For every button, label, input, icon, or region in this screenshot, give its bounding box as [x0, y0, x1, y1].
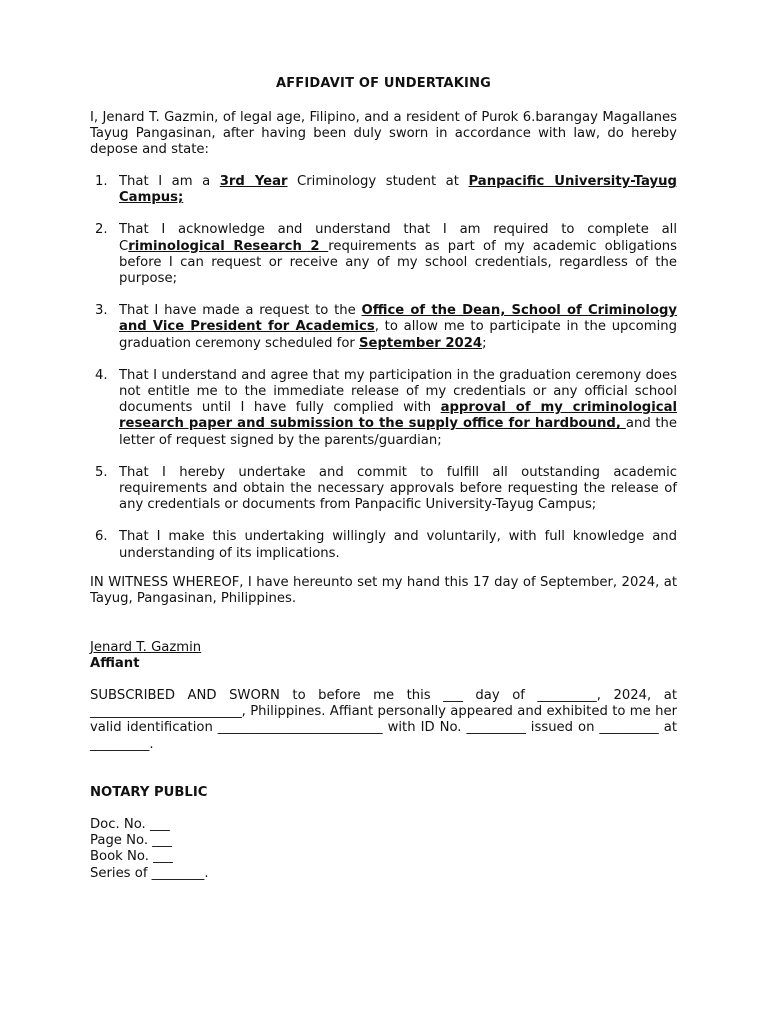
statement-item-6: 6. That I make this undertaking willingly and voluntarily, with full knowledge and understanding of its implications.	[95, 529, 677, 561]
doc-no-line: Doc. No. ___	[90, 817, 170, 832]
statement-list	[90, 174, 677, 578]
intro-paragraph: I, Jenard T. Gazmin, of legal age, Filipino, and a resident of Purok 6.barangay Magallanes Tayug Pangasinan, after having been duly sworn in accordance with law, do hereby depose and state:	[90, 110, 677, 158]
notary-public-heading: NOTARY PUBLIC	[90, 785, 208, 800]
book-no-line: Book No. ___	[90, 849, 173, 865]
statement-item-4: 4. That I understand and agree that my participation in the graduation ceremony does not entitle me to the immediate release of my credentials or any official school documents until I have fully complied with approval of my criminological research paper and submission to the supply office for hardbound, and the letter of request signed by the parents/guardian;	[95, 367, 677, 448]
jurat-paragraph: SUBSCRIBED AND SWORN to before me this ___ day of _________, 2024, at _______________________, Philippines. Affiant personally appeared and exhibited to me her valid identification _________________________ with ID No. _________ issued on _________ at _________.	[90, 688, 677, 752]
affiant-name: Jenard T. Gazmin	[90, 640, 202, 655]
witness-paragraph: IN WITNESS WHEREOF, I have hereunto set my hand this 17 day of September, 2024, at Tayug, Pangasinan, Philippines.	[90, 575, 677, 607]
statement-item-2: 2. That I acknowledge and understand that I am required to complete all Criminological Research 2 requirements as part of my academic obligations before I can request or receive any of my school credentials, regardless of the purpose;	[95, 222, 677, 287]
statement-item-3: 3. That I have made a request to the Office of the Dean, School of Criminology and Vice President for Academics, to allow me to participate in the upcoming graduation ceremony scheduled for September 2024;	[95, 303, 677, 351]
affiant-label: Affiant	[90, 656, 140, 671]
statement-item-5: 5. That I hereby undertake and commit to fulfill all outstanding academic requirements and obtain the necessary approvals before requesting the release of any credentials or documents from Panpacific University-Tayug Campus;	[95, 464, 677, 513]
notarial-register	[90, 817, 209, 882]
document-title: AFFIDAVIT OF UNDERTAKING	[275, 76, 492, 91]
series-line: Series of ________.	[90, 865, 209, 881]
statement-item-1: 1. That I am a 3rd Year Criminology student at Panpacific University-Tayug Campus;	[95, 174, 677, 206]
page-no-line: Page No. ___	[90, 833, 172, 849]
